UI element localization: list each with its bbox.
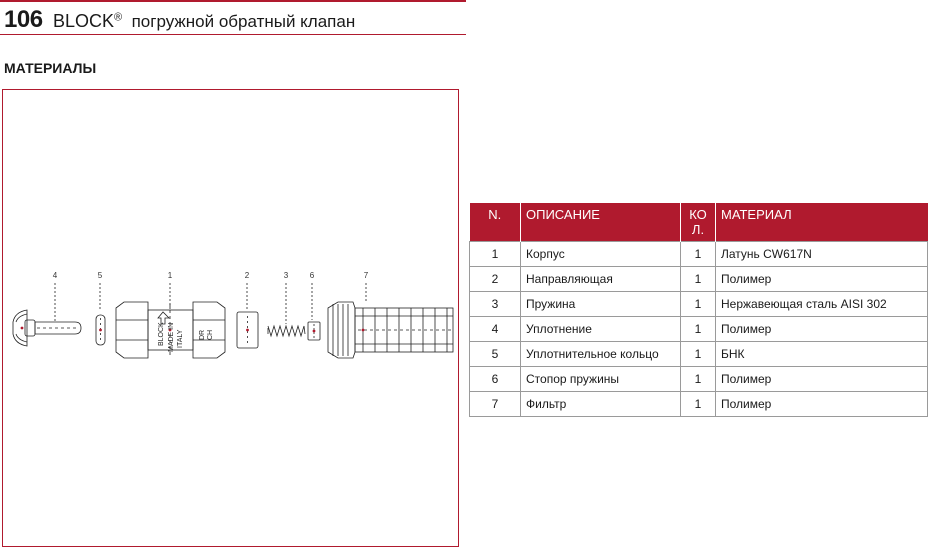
- cell-description: Фильтр: [521, 392, 681, 417]
- cell-quantity: 1: [681, 242, 716, 267]
- cell-description: Направляющая: [521, 267, 681, 292]
- callout-2: 2: [244, 271, 250, 280]
- callout-4: 4: [52, 271, 58, 280]
- cell-quantity: 1: [681, 267, 716, 292]
- cell-number: 6: [470, 367, 521, 392]
- cell-quantity: 1: [681, 317, 716, 342]
- cell-description: Пружина: [521, 292, 681, 317]
- title-bar: [0, 0, 466, 35]
- header-description: ОПИСАНИЕ: [521, 203, 681, 242]
- callout-6: 6: [309, 271, 315, 280]
- body-text-ch: CH: [207, 329, 214, 340]
- cell-number: 4: [470, 317, 521, 342]
- table-row: [470, 267, 928, 292]
- cell-number: 5: [470, 342, 521, 367]
- header-number: N.: [470, 203, 521, 242]
- table-row: [470, 292, 928, 317]
- cell-material: Латунь CW617N: [716, 242, 928, 267]
- registered-mark: ®: [114, 11, 123, 24]
- table-header-row: [470, 203, 928, 242]
- body-text-country: ITALY: [177, 329, 184, 348]
- body-text-made-in: MADE IN: [168, 322, 175, 352]
- cell-quantity: 1: [681, 392, 716, 417]
- section-heading: МАТЕРИАЛЫ: [4, 60, 97, 76]
- table-row: [470, 392, 928, 417]
- callout-7: 7: [363, 271, 369, 280]
- cell-number: 1: [470, 242, 521, 267]
- callout-5: 5: [97, 271, 103, 280]
- cell-description: Корпус: [521, 242, 681, 267]
- product-subtitle: погружной обратный клапан: [131, 12, 356, 31]
- exploded-view-drawing: [2, 89, 459, 547]
- cell-number: 3: [470, 292, 521, 317]
- callout-1: 1: [167, 271, 173, 280]
- materials-table: [469, 203, 928, 417]
- header-quantity: КО Л.: [681, 203, 716, 242]
- table-row: [470, 317, 928, 342]
- page-title: [4, 6, 355, 34]
- cell-quantity: 1: [681, 342, 716, 367]
- cell-quantity: 1: [681, 292, 716, 317]
- cell-description: Уплотнение: [521, 317, 681, 342]
- part-7-filter: [328, 302, 453, 358]
- cell-description: Уплотнительное кольцо: [521, 342, 681, 367]
- body-text-brand: BLOCK: [158, 322, 165, 346]
- header-material: МАТЕРИАЛ: [716, 203, 928, 242]
- cell-material: БНК: [716, 342, 928, 367]
- cell-quantity: 1: [681, 367, 716, 392]
- part-3-spring: [268, 326, 305, 336]
- table-row: [470, 367, 928, 392]
- cell-description: Стопор пружины: [521, 367, 681, 392]
- exploded-view-svg: [3, 90, 460, 548]
- title-rule: [0, 0, 466, 2]
- cell-material: Полимер: [716, 317, 928, 342]
- cell-material: Полимер: [716, 367, 928, 392]
- product-number: 106: [4, 6, 43, 33]
- body-text-dr: DR: [199, 329, 206, 340]
- cell-material: Полимер: [716, 392, 928, 417]
- product-brand: BLOCK: [53, 11, 115, 31]
- cell-number: 7: [470, 392, 521, 417]
- callout-3: 3: [283, 271, 289, 280]
- table-row: [470, 342, 928, 367]
- cell-material: Нержавеющая сталь AISI 302: [716, 292, 928, 317]
- table-row: [470, 242, 928, 267]
- cell-material: Полимер: [716, 267, 928, 292]
- cell-number: 2: [470, 267, 521, 292]
